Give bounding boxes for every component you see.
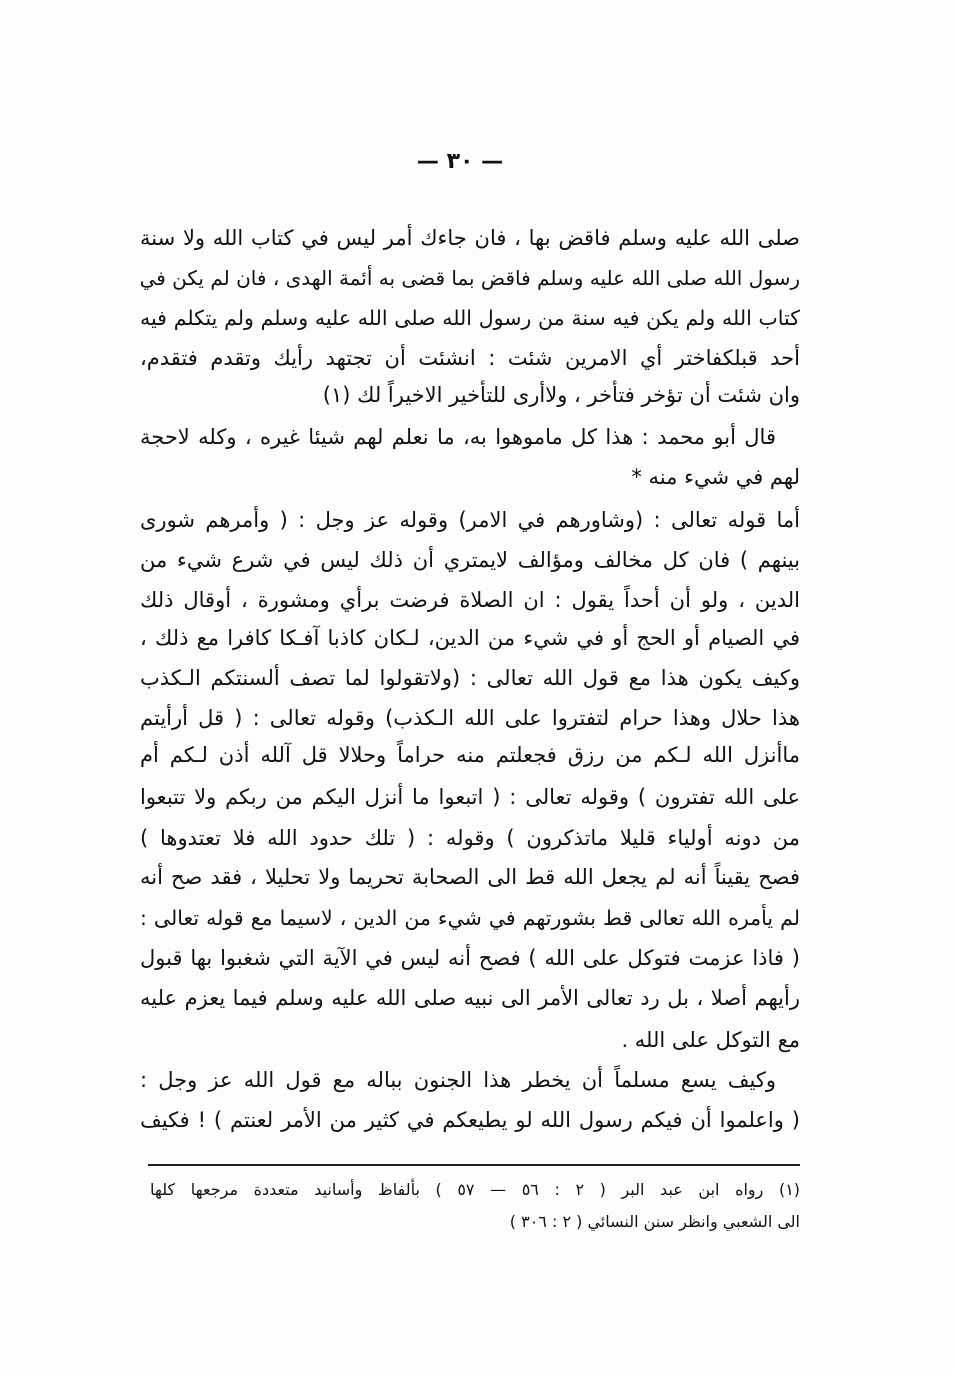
text-line: رسول الله صلى الله عليه وسلم فاقض بما قضى به أئمة الهدى ، فان لم يكن في — [140, 266, 800, 290]
text-line: صلى الله عليه وسلم فاقض بها ، فان جاءك أمر ليس في كتاب الله ولا سنة — [140, 226, 800, 250]
footnote-separator — [148, 1164, 800, 1166]
text-line: الدين ، ولو أن أحداً يقول : ان الصلاة فرضت برأي ومشورة ، أوقال ذلك — [140, 588, 800, 612]
text-line: هذا حلال وهذا حرام لتفتروا على الله الـكذب) وقوله تعالى : ( قل أرأيتم — [140, 706, 800, 730]
text-line: بينهم ) فان كل مخالف ومؤالف لايمتري أن ذلك ليس في شرع شيء من — [140, 548, 800, 572]
text-line: وكيف يسع مسلماً أن يخطر هذا الجنون بباله مع قول الله عز وجل : — [140, 1068, 776, 1092]
text-line: على الله تفترون ) وقوله تعالى : ( اتبعوا ما أنزل اليكم من ربكم ولا تتبعوا — [140, 785, 800, 809]
text-line: ( فاذا عزمت فتوكل على الله ) فصح أنه ليس في الآية التي شغبوا بها قبول — [140, 946, 800, 970]
footnote-line: (١) رواه ابن عبد البر ( ٢ : ٥٦ — ٥٧ ) بألفاظ وأسانيد متعددة مرجعها كلها — [150, 1180, 800, 1199]
footnote-line: الى الشعبي وانظر سنن النسائي ( ٢ : ٣٠٦ ) — [509, 1212, 800, 1231]
text-line: قال أبو محمد : هذا كل ماموهوا به، ما نعلم لهم شيئا غيره ، وكله لاحجة — [140, 425, 776, 449]
text-line: لهم في شيء منه * — [631, 465, 800, 489]
text-line: في الصيام أو الحج أو في شيء من الدين، لـكان كاذبا آفـكا كافرا مع ذلك ، — [140, 626, 800, 650]
text-line: لم يأمره الله تعالى قط بشورتهم في شيء من الدين ، لاسيما مع قوله تعالى : — [140, 906, 800, 930]
page-number: — ٣٠ — — [416, 149, 504, 174]
text-line: أحد قبلكفاختر أي الامرين شئت : انشئت أن تجتهد رأيك وتقدم فتقدم، — [140, 346, 800, 370]
text-line: فصح يقيناً أنه لم يجعل الله قط الى الصحابة تحريما ولا تحليلا ، فقد صح أنه — [140, 865, 800, 889]
text-line: وكيف يكون هذا مع قول الله تعالى : (ولاتقولوا لما تصف ألسنتكم الـكذب — [140, 666, 800, 690]
text-line: ( واعلموا أن فيكم رسول الله لو يطيعكم في كثير من الأمر لعنتم ) ! فكيف — [140, 1108, 800, 1132]
text-line: ماأنزل الله لـكم من رزق فجعلتم منه حراماً وحلالا قل آلله أذن لـكم أم — [140, 743, 800, 767]
text-line: كتاب الله ولم يكن فيه سنة من رسول الله صلى الله عليه وسلم ولم يتكلم فيه — [140, 306, 800, 330]
text-line: من دونه أولياء قليلا ماتذكرون ) وقوله : ( تلك حدود الله فلا تعتدوها ) — [140, 826, 800, 850]
text-line: مع التوكل على الله . — [621, 1028, 800, 1052]
text-line: وان شئت أن تؤخر فتأخر ، ولاأرى للتأخير الاخيراً لك (١) — [322, 383, 800, 407]
text-line: رأيهم أصلا ، بل رد تعالى الأمر الى نبيه صلى الله عليه وسلم فيما يعزم عليه — [140, 986, 800, 1010]
text-line: أما قوله تعالى : (وشاورهم في الامر) وقوله عز وجل : ( وأمرهم شورى — [140, 508, 800, 532]
